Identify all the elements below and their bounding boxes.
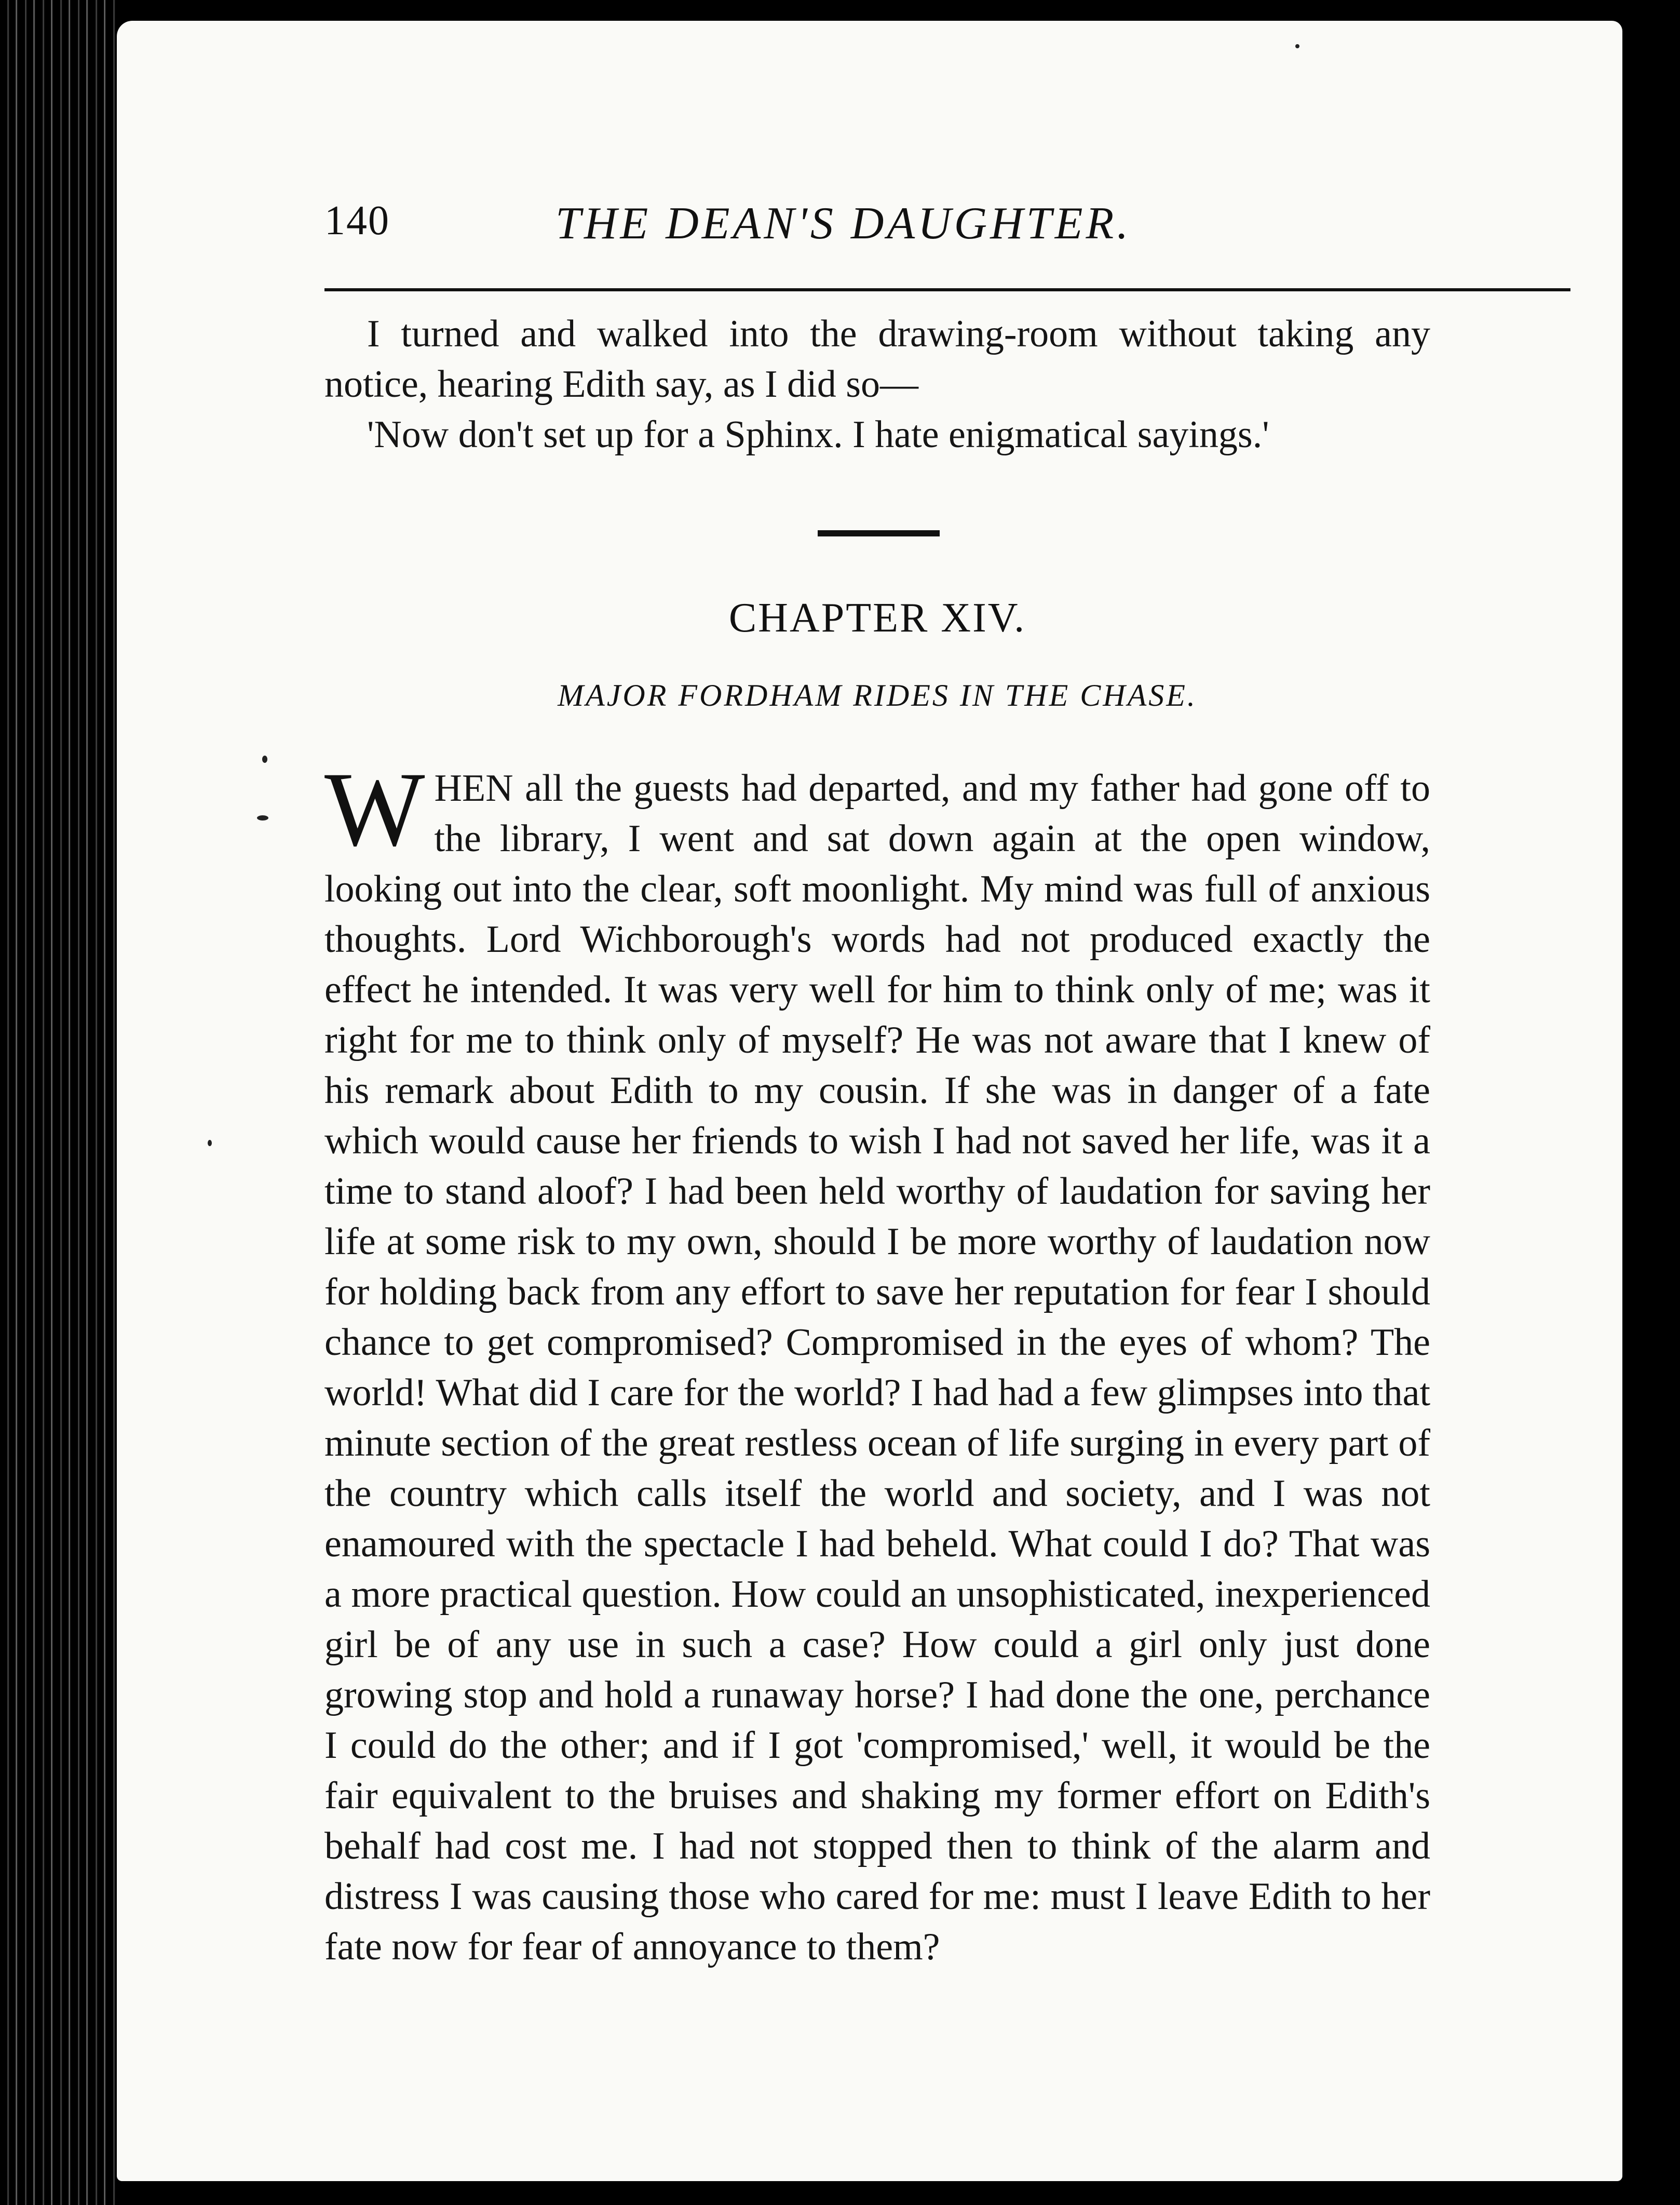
chapter-body xyxy=(324,750,1430,1972)
chapter-paragraph: HEN all the guests had departed, and my father had gone off to the library, I went and sat down again at the open window, looking out into the clear, soft moonlight. My mind was full of anxious thoughts. Lord Wichborough's words had not produced exactly the effect he intended. It was very well for him to think only of me; was it right for me to think only of myself? He was not aware that I knew of his remark about Edith to my cousin. If she was in danger of a fate which would cause her friends to wish I had not saved her life, was it a time to stand aloof? I had been held worthy of laudation for saving her life at some risk to my own, should I be more worthy of laudation now for holding back from any effort to save her reputation for fear I should chance to get compromised? Compromised in the eyes of whom? The world! What did I care for the world? I had had a few glimpses into that minute section of the great restless ocean of life surging in every part of the country which calls itself the world and society, and I was not enamoured with the spectacle I had beheld. What could I do? That was a more practical question. How could an unsophisticated, inexperienced girl be of any use in such a case? How could a girl only just done growing stop and hold a runaway horse? I had done the one, perchance I could do the other; and if I got 'compromised,' well, it would be the fair equivalent to the bruises and shaking my former effort on Edith's behalf had cost me. I had not stopped then to think of the alarm and distress I was causing those who cared for me: must I leave Edith to her fate now for fear of annoyance to them? xyxy=(324,767,1430,1968)
print-speck xyxy=(208,1140,212,1146)
section-divider xyxy=(818,530,940,536)
print-speck xyxy=(1295,44,1299,48)
print-speck xyxy=(262,756,267,763)
book-spine-edge xyxy=(0,0,117,2205)
paragraph: 'Now don't set up for a Sphinx. I hate enigmatical sayings.' xyxy=(367,413,1269,456)
paragraph: I turned and walked into the drawing-room without taking any notice, hearing Edith say, as I did so— xyxy=(324,313,1430,406)
opening-text xyxy=(324,309,1430,460)
running-head: THE DEAN'S DAUGHTER. xyxy=(556,198,1132,249)
page-number: 140 xyxy=(324,198,390,244)
print-speck xyxy=(257,815,268,821)
drop-cap: W xyxy=(324,750,425,868)
chapter-subtitle: MAJOR FORDHAM RIDES IN THE CHASE. xyxy=(558,678,1197,712)
chapter-title: CHAPTER XIV. xyxy=(728,595,1026,641)
scan-border xyxy=(1622,0,1680,2205)
page-header xyxy=(200,197,1435,291)
header-rule xyxy=(324,288,1570,291)
